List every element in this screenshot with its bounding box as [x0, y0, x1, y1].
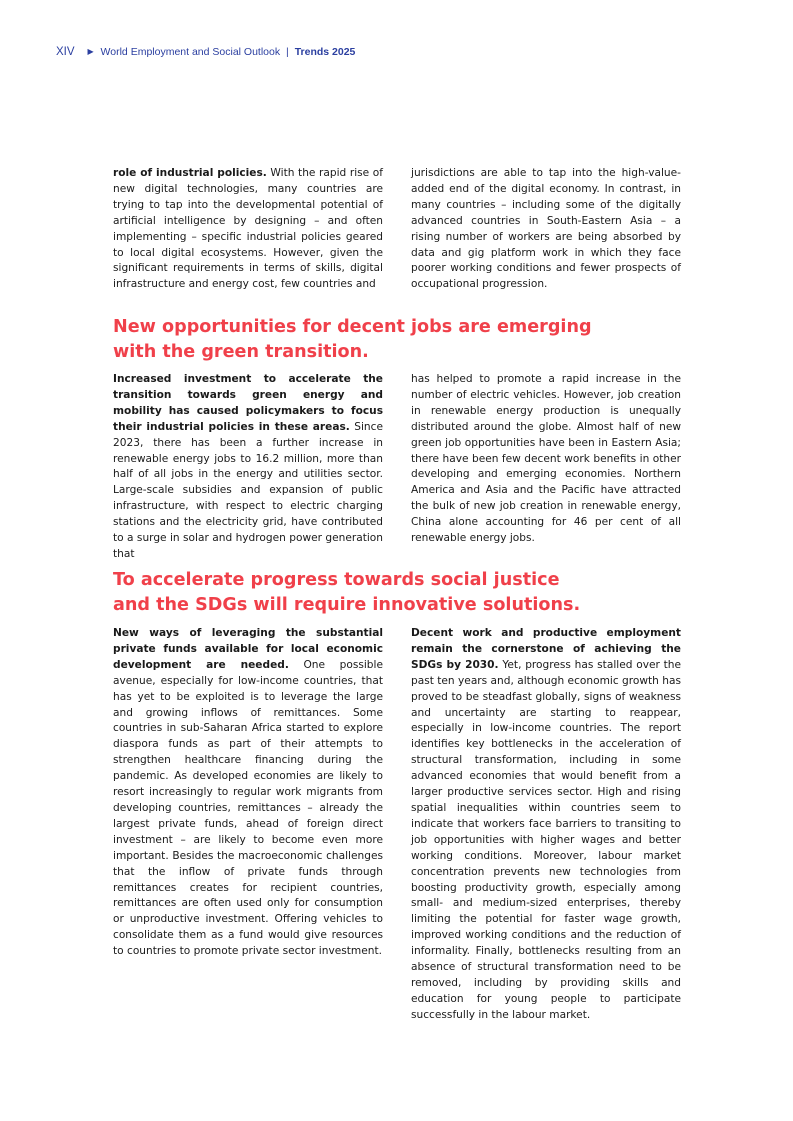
triangle-marker-icon: ▶	[87, 47, 94, 56]
section2-heading-line2: with the green transition.	[113, 341, 369, 362]
section3-left-lead: New ways of leveraging the substantial private funds available for local economic development are needed.	[113, 627, 383, 671]
section3-right-paragraph	[411, 626, 681, 1024]
section3-left-paragraph	[113, 626, 383, 1024]
section3-heading-line1: To accelerate progress towards social justice	[113, 570, 560, 590]
section1-left-lead: role of industrial policies.	[113, 167, 267, 179]
section3-columns	[113, 626, 681, 1024]
header-separator: |	[286, 46, 289, 58]
section2-right-body: has helped to promote a rapid increase in the number of electric vehicles. However, job creation in renewable energy production is unequally distributed around the globe. Almost half of new green job opportunities have been in Eastern Asia; there have been few decent work benefits in other developing and emerging economies. Northern America and Asia and the Pacific have attracted the bulk of new job creation in renewable energy, China alone accounting for 46 per cent of all renewable energy jobs.	[411, 373, 681, 545]
section2-left-paragraph	[113, 372, 383, 563]
section1-columns	[113, 166, 681, 293]
section2-right-paragraph	[411, 372, 681, 563]
section2-heading-line1: New opportunities for decent jobs are emerging	[113, 317, 592, 337]
section3-right-lead: Decent work and productive employment remain the cornerstone of achieving the SDGs by 2030.	[411, 627, 681, 671]
page-number: XIV	[56, 46, 75, 58]
section1-right-body: jurisdictions are able to tap into the high-value-added end of the digital economy. In contrast, in many countries – including some of the digitally advanced countries in South-Eastern Asia – a rising number of workers are being absorbed by data and gig platform work in which they face poorer working conditions and fewer prospects of occupational progression.	[411, 167, 681, 291]
section3-right-body: Yet, progress has stalled over the past ten years and, although economic growth has proved to be steadfast globally, signs of weakness and uncertainty are starting to reappear, especially in low-income countries. The report identifies key bottlenecks in the acceleration of structural transformation, including in some advanced economies that would benefit from a larger productive services sector. High and rising spatial inequalities within countries seem to indicate that workers face barriers to transiting to job opportunities with higher wages and better working conditions. Moreover, labour market concentration prevents new technologies from boosting productivity growth, especially among small- and medium-sized enterprises, thereby limiting the potential for faster wage growth, improved working conditions and the reduction of informality. Finally, bottlenecks resulting from an absence of structural transformation need to be removed, including by providing skills and education for young people to participate successfully in the labour market.	[411, 658, 681, 1021]
section2-left-lead: Increased investment to accelerate the transition towards green energy and mobility has caused policymakers to focus their industrial policies in these areas.	[113, 373, 383, 433]
edition-label: Trends 2025	[294, 46, 356, 58]
section3-left-body: One possible avenue, especially for low-income countries, that has yet to be exploited is to leverage the large and growing inflows of remittances. Some countries in sub-Saharan Africa started to explore diaspora funds as part of their attempts to strengthen healthcare financing during the pandemic. As developed economies are likely to resort increasingly to regular work migrants from developing countries, remittances – already the largest private funds, ahead of foreign direct investment – are likely to become even more important. Besides the macroeconomic challenges that the inflow of private funds through remittances creates for recipient countries, remittances are often used only for consumption or unproductive investment. Offering vehicles to consolidate them as a fund would give resources to countries to promote private sector investment.	[113, 658, 383, 958]
running-header	[56, 46, 355, 58]
section2-columns	[113, 372, 681, 563]
section1-left-body: With the rapid rise of new digital technologies, many countries are trying to tap into the developmental potential of artificial intelligence by designing – and often implementing – specific industrial policies geared to local digital ecosystems. However, given the significant requirements in terms of skills, digital infrastructure and energy cost, few countries and	[113, 167, 384, 291]
section1-left-paragraph	[113, 166, 383, 293]
section1-right-paragraph	[411, 166, 681, 293]
publication-title: World Employment and Social Outlook	[100, 46, 281, 58]
section2-left-body: Since 2023, there has been a further increase in renewable energy jobs to 16.2 million, more than half of all jobs in the energy and utilities sector. Large-scale subsidies and expansion of public infrastructure, with respect to electric charging stations and the electricity grid, have contributed to a surge in solar and hydrogen power generation that	[113, 420, 383, 560]
section3-heading-line2: and the SDGs will require innovative solutions.	[113, 594, 581, 615]
section2-heading	[113, 315, 673, 364]
section3-heading	[113, 568, 673, 617]
